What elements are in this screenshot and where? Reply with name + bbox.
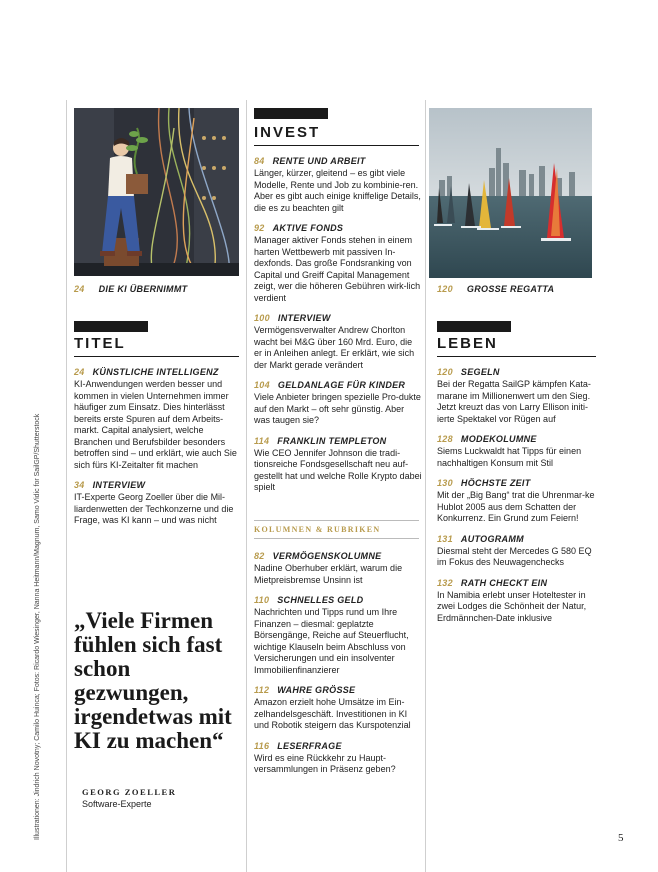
- entry-body: Wie CEO Jennifer Johnson die tradi-tionsreiche Fondsgesellschaft neu auf-gestellt hat und welche Rolle Krypto dabei spielt: [254, 447, 422, 492]
- list-item[interactable]: [254, 550, 422, 586]
- entry-page: 104: [254, 380, 270, 390]
- entry-title: LESERFRAGE: [277, 740, 342, 751]
- caption-ki: [74, 284, 187, 294]
- list-item[interactable]: [254, 594, 422, 676]
- invest-rule: [254, 145, 419, 146]
- caption-regatta: [437, 284, 554, 294]
- rubric-rule-bottom: [254, 538, 419, 539]
- caption-ki-text: DIE KI ÜBERNIMMT: [98, 284, 188, 294]
- entry-title: INTERVIEW: [92, 480, 146, 490]
- entry-body: Vermögensverwalter Andrew Chorlton wacht bei M&G über 160 Mrd. Euro, die er in Anleihen anlegt. Er erklärt, wie sich der Markt gerade verändert: [254, 325, 415, 370]
- entry-page: 116: [254, 740, 270, 751]
- list-item[interactable]: [254, 740, 422, 776]
- entry-page: 128: [437, 434, 453, 444]
- list-item[interactable]: [437, 477, 601, 525]
- invest-entries: [254, 155, 422, 502]
- entry-page: 112: [254, 685, 270, 695]
- entry-title: VERMÖGENSKOLUMNE: [272, 551, 382, 561]
- list-item[interactable]: [254, 222, 422, 304]
- list-item[interactable]: [254, 155, 422, 214]
- section-title-titel: TITEL: [74, 335, 126, 352]
- leben-rule: [437, 356, 596, 357]
- photo-regatta: [429, 108, 592, 278]
- rubric-rule-top: [254, 520, 419, 521]
- entry-page: 131: [437, 533, 453, 544]
- divider-mid-right: [425, 100, 426, 872]
- entry-body: IT-Experte Georg Zoeller über die Mil-liardenwetten der Techkonzerne und die Frage, was KI kann – und was nicht: [74, 492, 234, 525]
- entry-page: 114: [254, 435, 270, 446]
- entry-page: 132: [437, 577, 453, 588]
- entry-body: Bei der Regatta SailGP kämpfen Kata-marane im Millionenwert um den Sieg. Jetzt kreuzt das von Larry Ellison initi-ierte Spektakel vor Rügen auf: [437, 379, 591, 424]
- entry-page: 92: [254, 223, 265, 233]
- leben-entries: [437, 366, 601, 632]
- entry-title: AKTIVE FONDS: [272, 223, 344, 233]
- section-title-invest: INVEST: [254, 124, 321, 141]
- entry-body: In Namibia erlebt unser Hoteltester in zwei Lodges die Schönheit der Natur, Erdmännchen-Date inklusive: [437, 589, 587, 623]
- entry-title: RATH CHECKT EIN: [460, 577, 548, 588]
- entry-title: KÜNSTLICHE INTELLIGENZ: [92, 367, 219, 377]
- list-item[interactable]: [254, 435, 422, 494]
- caption-regatta-text: GROSSE REGATTA: [466, 284, 555, 294]
- divider-mid-left: [246, 100, 247, 872]
- list-item[interactable]: [437, 577, 601, 625]
- entry-body: Länger, kürzer, gleitend – es gibt viele Modelle, Rente und Job zu kombinie-ren. Aber es gibt auch einige kniffelige Details, die es zu beachten gilt: [254, 168, 421, 213]
- section-title-leben: LEBEN: [437, 335, 498, 352]
- entry-title: GELDANLAGE FÜR KINDER: [277, 380, 406, 390]
- invest-bar: [254, 108, 328, 119]
- entry-title: HÖCHSTE ZEIT: [460, 478, 531, 488]
- entry-page: 34: [74, 480, 85, 490]
- entry-body: Mit der „Big Bang“ trat die Uhrenmar-ke Hublot 2005 aus dem Schatten der Konkurrenz. Ein Grund zum Feiern!: [437, 490, 595, 523]
- entry-body: Amazon erzielt hohe Umsätze im Ein-zelhandelsgeschäft. Investitionen in KI und Robotik steigern das Kurspotenzial: [254, 697, 411, 730]
- rubric-heading: KOLUMNEN & RUBRIKEN: [254, 525, 381, 534]
- entry-title: RENTE UND ARBEIT: [272, 156, 366, 166]
- entry-title: SCHNELLES GELD: [277, 595, 364, 605]
- entry-body: Manager aktiver Fonds stehen in einem harten Wettbewerb mit passiven In-dexfonds. Das große Fondsranking von Capital und Greiff Capital Management zeigt, wer die höheren Gebühren wirk-lich verdient: [254, 235, 421, 303]
- caption-regatta-num: 120: [437, 284, 453, 294]
- entry-title: SEGELN: [460, 367, 500, 377]
- quote-author: GEORG ZOELLER: [82, 787, 177, 797]
- entry-page: 130: [437, 478, 453, 488]
- photo-credits: Illustrationen: Jindrich Novotny; Camilo Huinca; Fotos: Ricardo Wiesinger, Nanna Heitmann/Magnum, Samo Vidic for SailGP/Shutterstock: [34, 413, 41, 840]
- titel-entries: [74, 366, 244, 535]
- entry-body: Nadine Oberhuber erklärt, warum die Mietpreisbremse Unsinn ist: [254, 563, 403, 585]
- regatta-photo-graphic: [429, 108, 592, 278]
- entry-title: INTERVIEW: [277, 313, 331, 323]
- entry-body: Viele Anbieter bringen spezielle Pro-dukte auf den Markt – oft sehr günstig. Aber was taugen sie?: [254, 392, 421, 425]
- entry-title: WAHRE GRÖSSE: [277, 685, 356, 695]
- entry-body: Nachrichten und Tipps rund um Ihre Finanzen – diesmal: geplatzte Börsengänge, Reiche auf Steuerflucht, wichtige Klauseln beim Abschluss von Versicherungen und ein insolventer Immobilienfinanzierer: [254, 607, 409, 675]
- entry-page: 110: [254, 595, 270, 605]
- entry-page: 24: [74, 367, 85, 377]
- entry-body: Siems Luckwaldt hat Tipps für einen nachhaltigen Konsum mit Stil: [437, 446, 582, 468]
- list-item[interactable]: [437, 366, 601, 425]
- entry-body: KI-Anwendungen werden besser und kommen in vielen Unternehmen immer häufiger zum Einsatz. Dies hinterlässt bereits erste Spuren auf dem Arbeits-markt. Capital analysiert, welche Branchen und Berufsbilder besonders betroffen sind – und erklärt, wie auch Sie sich fürs KI-Zeitalter fit machen: [74, 379, 237, 470]
- list-item[interactable]: [437, 533, 601, 569]
- pull-quote: „Viele Firmen fühlen sich fast schon gezwungen, irgendetwas mit KI zu machen“: [74, 608, 232, 753]
- entry-body: Wird es eine Rückkehr zu Haupt-versammlungen in Präsenz geben?: [254, 752, 396, 774]
- list-item[interactable]: [74, 366, 244, 471]
- list-item[interactable]: [74, 479, 244, 527]
- illustration-ki: [74, 108, 239, 276]
- titel-bar: [74, 321, 148, 332]
- titel-rule: [74, 356, 239, 357]
- entry-title: AUTOGRAMM: [460, 533, 524, 544]
- entry-title: MODEKOLUMNE: [460, 434, 537, 444]
- list-item[interactable]: [437, 433, 601, 469]
- list-item[interactable]: [254, 684, 422, 732]
- divider-left: [66, 100, 67, 872]
- caption-ki-num: 24: [74, 284, 85, 294]
- rubric-entries: [254, 550, 422, 784]
- list-item[interactable]: [254, 379, 422, 427]
- list-item[interactable]: [254, 312, 422, 371]
- entry-page: 82: [254, 551, 265, 561]
- entry-page: 100: [254, 313, 270, 323]
- entry-page: 84: [254, 156, 265, 166]
- ki-illustration-graphic: [74, 108, 239, 276]
- leben-bar: [437, 321, 511, 332]
- page-number: 5: [618, 832, 624, 844]
- entry-title: FRANKLIN TEMPLETON: [277, 435, 387, 446]
- entry-body: Diesmal steht der Mercedes G 580 EQ im Fokus des Neuwagenchecks: [437, 545, 592, 567]
- quote-role: Software-Experte: [82, 799, 152, 809]
- entry-page: 120: [437, 367, 453, 377]
